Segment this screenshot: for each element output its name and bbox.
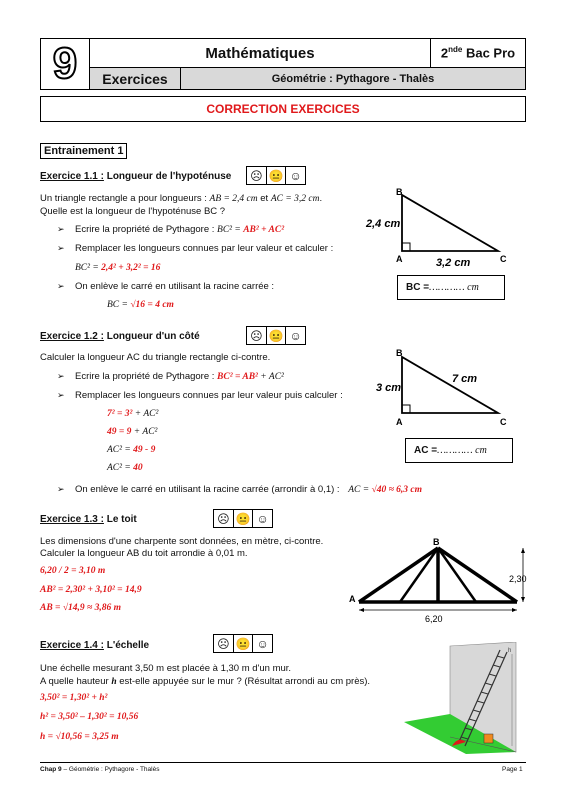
ex12-fig-A: A <box>396 417 403 427</box>
ex12-answer-box <box>405 438 513 463</box>
ex12-answer-label: AC = <box>414 445 438 456</box>
ex13-fig-B: B <box>433 538 440 547</box>
ex12-triangle-figure <box>360 345 520 433</box>
ex11-step-3: On enlève le carré en utilisant la racine carrée : <box>75 281 275 292</box>
ex12-step-3 <box>75 484 422 495</box>
ex12-calc-4 <box>107 462 143 473</box>
ex12-calc-1 <box>107 408 158 419</box>
ex12-calc4-b: 40 <box>133 463 143 473</box>
ex11-step-2: Remplacer les longueurs connues par leur valeur et calculer : <box>75 243 334 254</box>
topic-label: Géométrie : Pythagore - Thalès <box>271 72 435 85</box>
ex12-step3-text: On enlève le carré en utilisant la racine carrée (arrondir à 0,1) : <box>75 484 340 495</box>
ex11-fig-AB: 2,4 cm <box>366 218 401 230</box>
ex12-calc1-a: 7² = <box>107 409 125 419</box>
ex12-step-1 <box>75 371 284 382</box>
correction-label: CORRECTION EXERCICES <box>206 102 360 116</box>
ex14-fig-h: h <box>508 648 512 654</box>
ex13-intro-2: Calculer la longueur AB du toit arrondie à 0,01 m. <box>40 548 248 559</box>
footer-chapter <box>40 766 159 773</box>
ex11-intro-dot: . <box>319 193 323 204</box>
sad-face-icon[interactable]: ☹ <box>247 167 267 184</box>
ex12-answer-dots: ………… cm <box>437 445 487 456</box>
chapter-number: 9 <box>52 39 78 88</box>
neutral-face-icon[interactable]: 😐 <box>267 327 287 344</box>
ex12-title-label: Exercice 1.2 : <box>40 331 104 342</box>
arrow-bullet-icon: ➢ <box>57 281 65 291</box>
ex11-calc-b: 2,4² + 3,2² = 16 <box>101 263 161 273</box>
chapter-number-box <box>40 38 90 90</box>
ex14-title <box>40 640 149 651</box>
arrow-bullet-icon: ➢ <box>57 224 65 234</box>
section-title: Entrainement 1 <box>40 143 127 159</box>
ex12-calc-2 <box>107 426 157 437</box>
neutral-face-icon[interactable]: 😐 <box>234 510 254 527</box>
ex12-fig-BC: 7 cm <box>452 373 478 385</box>
ex11-step1-text: Ecrire la propriété de Pythagore : <box>75 224 218 235</box>
footer-rule <box>40 762 526 763</box>
ex11-title-label: Exercice 1.1 : <box>40 171 104 182</box>
ex11-fig-B: B <box>396 187 403 197</box>
subject-title <box>89 38 431 68</box>
ex12-rating[interactable] <box>246 326 306 345</box>
ex13-rating[interactable] <box>213 509 273 528</box>
happy-face-icon[interactable]: ☺ <box>289 328 302 343</box>
ex11-fig-C: C <box>500 254 507 264</box>
ex12-calc2-a: 49 = <box>107 427 127 437</box>
topic-box <box>180 67 526 90</box>
sad-face-icon[interactable]: ☹ <box>214 635 234 652</box>
ex14-title-text: L'échelle <box>103 640 150 651</box>
sad-face-icon[interactable]: ☹ <box>247 327 267 344</box>
ex11-sqrt-b: √16 = 4 cm <box>130 300 174 310</box>
ex14-intro2-c: est-elle appuyée sur le mur ? (Résultat arrondi au cm près). <box>116 676 371 687</box>
ex13-roof-figure <box>345 538 535 628</box>
exercises-tab <box>89 67 181 90</box>
ex13-calc-2: AB² = 2,30² + 3,10² = 14,9 <box>40 585 142 595</box>
ex12-intro: Calculer la longueur AC du triangle rectangle ci-contre. <box>40 352 271 363</box>
ex14-intro-2 <box>40 676 370 687</box>
ex12-calc1-b: 3² <box>124 409 133 419</box>
exercises-label: Exercices <box>102 70 168 87</box>
footer-page: Page 1 <box>502 766 523 773</box>
ex13-fig-A: A <box>349 594 356 604</box>
ex14-intro2-a: A quelle hauteur <box>40 676 112 687</box>
ex11-step2-calc <box>75 262 160 273</box>
correction-banner <box>40 96 526 122</box>
ex14-title-label: Exercice 1.4 : <box>40 640 104 651</box>
happy-face-icon[interactable]: ☺ <box>256 636 269 651</box>
ex11-step-1 <box>75 224 284 235</box>
ex12-title <box>40 331 200 342</box>
ex14-calc-1: 3,50² = 1,30² + h² <box>40 693 108 703</box>
ex12-calc3-a: AC² = <box>107 445 134 455</box>
ex12-title-text: Longueur d'un côté <box>103 331 200 342</box>
ex11-step1-formula-b: AB² + AC² <box>243 225 285 235</box>
arrow-bullet-icon: ➢ <box>57 484 65 494</box>
level-sup: nde <box>448 45 463 55</box>
ex11-intro-and: et <box>257 193 271 204</box>
ex12-calc2-b: 9 <box>126 427 132 437</box>
ex11-fig-A: A <box>396 254 403 264</box>
ex12-step1-formula-a: BC² = AB² <box>217 372 258 382</box>
ex14-ladder-figure <box>404 642 524 757</box>
footer-chapter-bold: Chap 9 <box>40 766 62 773</box>
level-box <box>430 38 526 68</box>
ex14-calc-2: h² = 3,50² – 1,30² = 10,56 <box>40 712 139 722</box>
ex11-answer-label: BC = <box>406 282 430 293</box>
ex12-fig-C: C <box>500 417 507 427</box>
ex12-calc3-b: 49 - 9 <box>133 445 156 455</box>
ex14-intro2-h: h <box>111 677 117 687</box>
ex13-fig-width: 6,20 <box>425 614 443 624</box>
ex11-step3-calc <box>107 299 174 310</box>
sad-face-icon[interactable]: ☹ <box>214 510 234 527</box>
ex13-fig-height: 2,30 <box>509 574 527 584</box>
ex14-intro-1: Une échelle mesurant 3,50 m est placée à 1,30 m d'un mur. <box>40 663 292 674</box>
ex11-answer-dots: ………… cm <box>429 282 479 293</box>
ex14-calc-3: h = √10,56 = 3,25 m <box>40 732 119 742</box>
ex12-step1-formula-b: + AC² <box>257 372 284 382</box>
ex11-intro-2: Quelle est la longueur de l'hypoténuse BC ? <box>40 206 226 217</box>
neutral-face-icon[interactable]: 😐 <box>234 635 254 652</box>
ex12-calc4-a: AC² = <box>107 463 134 473</box>
level-label <box>441 45 515 60</box>
ex12-step-2: Remplacer les longueurs connues par leur valeur puis calculer : <box>75 390 343 401</box>
ex13-calc-1: 6,20 / 2 = 3,10 m <box>40 566 106 576</box>
ex11-rating[interactable] <box>246 166 306 185</box>
ex12-calc1-c: + AC² <box>132 409 159 419</box>
ex11-title <box>40 171 231 182</box>
ex11-title-text: Longueur de l'hypoténuse <box>103 171 232 182</box>
level-rest: Bac Pro <box>462 45 516 61</box>
ex11-intro-text: Un triangle rectangle a pour longueurs : <box>40 193 210 204</box>
ex11-step1-formula-a: BC² = <box>217 225 244 235</box>
ex13-title <box>40 514 137 525</box>
footer-chapter-rest: – Géométrie : Pythagore - Thalès <box>61 766 160 773</box>
ex11-calc-a: BC² = <box>75 263 102 273</box>
ex12-step1-text: Ecrire la propriété de Pythagore : <box>75 371 218 382</box>
subject-label: Mathématiques <box>205 44 315 62</box>
ex11-ab-value: AB = 2,4 cm <box>209 194 258 204</box>
ex13-title-label: Exercice 1.3 : <box>40 514 104 525</box>
ex11-fig-AC: 3,2 cm <box>436 257 471 269</box>
ex13-title-text: Le toit <box>103 514 137 525</box>
ex11-triangle-figure <box>360 185 520 270</box>
ex13-calc-3: AB = √14,9 ≈ 3,86 m <box>40 603 122 613</box>
ex12-calc-3 <box>107 444 155 455</box>
ex12-fig-B: B <box>396 348 403 358</box>
ex14-rating[interactable] <box>213 634 273 653</box>
ex11-sqrt-a: BC = <box>107 300 131 310</box>
ex12-fig-AB: 3 cm <box>376 382 402 394</box>
happy-face-icon[interactable]: ☺ <box>289 168 302 183</box>
ex13-intro-1: Les dimensions d'une charpente sont données, en mètre, ci-contre. <box>40 536 324 547</box>
ex12-calc2-c: + AC² <box>131 427 158 437</box>
ex12-step3-calc-a: AC = <box>348 485 372 495</box>
ex12-step3-calc-b: √40 ≈ 6,3 cm <box>371 485 423 495</box>
level-main: 2 <box>440 45 449 61</box>
happy-face-icon[interactable]: ☺ <box>256 511 269 526</box>
arrow-bullet-icon: ➢ <box>57 243 65 253</box>
ex11-answer-box <box>397 275 505 300</box>
ex11-intro-1 <box>40 193 322 204</box>
ex11-ac-value: AC = 3,2 cm <box>270 194 320 204</box>
arrow-bullet-icon: ➢ <box>57 371 65 381</box>
neutral-face-icon[interactable]: 😐 <box>267 167 287 184</box>
arrow-bullet-icon: ➢ <box>57 390 65 400</box>
